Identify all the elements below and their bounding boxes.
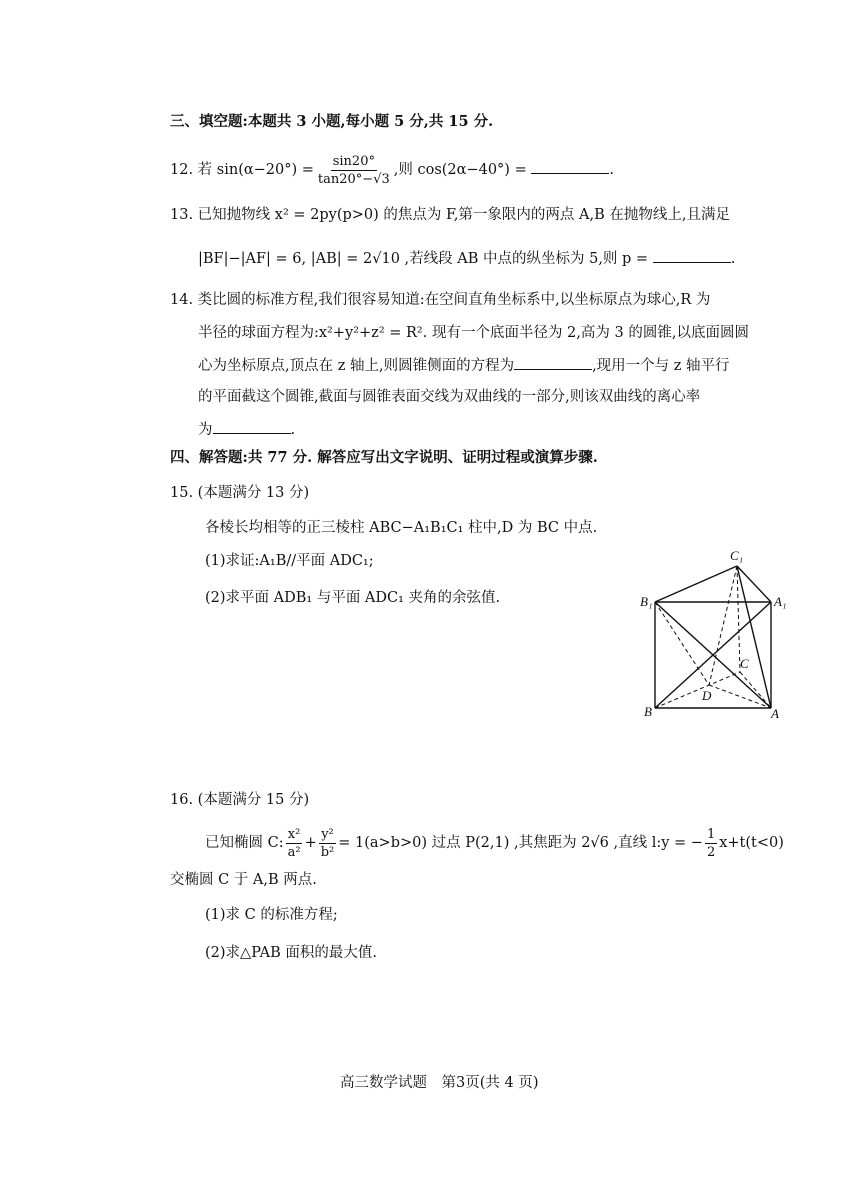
- section3-heading: 三、填空题:本题共 3 小题,每小题 5 分,共 15 分.: [170, 113, 494, 130]
- segment-c1-a: [737, 566, 771, 708]
- q15-part1: (1)求证:A₁B//平面 ADC₁;: [205, 553, 374, 569]
- label-b1: B₁: [640, 594, 653, 609]
- q14-line3b: ,现用一个与 z 轴平行: [592, 358, 730, 374]
- q13-line1: 13. 已知抛物线 x² = 2py(p>0) 的焦点为 F,第一象限内的两点 A,B 在抛物线上,且满足: [170, 207, 730, 223]
- q12-fraction: [316, 153, 392, 188]
- q14-line5: [198, 419, 295, 440]
- q16-stem-a: 已知椭圆 C:: [205, 835, 284, 851]
- q14-line5-text: 为: [198, 422, 213, 438]
- q13-answer-blank: [653, 248, 731, 263]
- q14-line2: 半径的球面方程为:x²+y²+z² = R². 现有一个底面半径为 2,高为 3 的圆锥,以底面圆圆: [198, 325, 749, 341]
- q16-plus: +: [304, 835, 317, 851]
- q16-f3-den: 2: [706, 844, 716, 860]
- q15-title: 15. (本题满分 13 分): [170, 485, 310, 501]
- q16-stem-b: = 1(a>b>0) 过点 P(2,1) ,其焦距为 2√6 ,直线 l:y = −: [338, 835, 703, 851]
- q16-part2: (2)求△PAB 面积的最大值.: [205, 945, 377, 961]
- q13-end: .: [730, 251, 736, 267]
- q14-line3a: 心为坐标原点,顶点在 z 轴上,则圆锥侧面的方程为: [198, 358, 515, 374]
- q14-line3: [198, 355, 730, 376]
- question-12: [170, 150, 614, 190]
- edge-b-c: [655, 672, 740, 708]
- q14-end: .: [290, 422, 296, 438]
- q16-f3-num: 1: [706, 826, 716, 842]
- q16-part1: (1)求 C 的标准方程;: [205, 907, 338, 923]
- page-footer: 高三数学试题 第3页(共 4 页): [340, 1075, 539, 1091]
- q14-answer-blank-1: [514, 355, 592, 370]
- segment-d-a: [709, 685, 771, 708]
- q13-line2: [198, 248, 735, 269]
- q12-num: sin20°: [332, 153, 375, 169]
- q12-answer-blank: [531, 159, 609, 174]
- q12-den: tan20°−√3: [317, 171, 390, 187]
- q16-f1-den: a²: [287, 844, 301, 860]
- label-c: C: [740, 656, 749, 671]
- label-a: A: [771, 706, 779, 721]
- q16-f2-den: b²: [320, 844, 335, 860]
- q12-suffix: ,则 cos(2α−40°) =: [393, 162, 527, 178]
- edge-c1-a1: [737, 566, 771, 602]
- q15-part2: (2)求平面 ADB₁ 与平面 ADC₁ 夹角的余弦值.: [205, 590, 501, 606]
- segment-c1-d: [709, 566, 737, 685]
- label-b: B: [644, 704, 652, 719]
- q14-line1: 14. 类比圆的标准方程,我们很容易知道:在空间直角坐标系中,以坐标原点为球心,R 为: [170, 292, 711, 308]
- label-d: D: [702, 688, 712, 703]
- q16-fraction-y: [319, 826, 337, 861]
- q16-stem-c: x+t(t<0): [719, 835, 784, 851]
- q12-prefix: 12. 若 sin(α−20°) =: [170, 162, 314, 178]
- q16-fraction-half: [705, 826, 717, 861]
- q16-stem: [205, 823, 784, 863]
- q16-line2: 交椭圆 C 于 A,B 两点.: [170, 872, 317, 888]
- q16-f2-num: y²: [321, 826, 334, 842]
- q12-end: .: [609, 162, 614, 178]
- label-a1: A₁: [774, 594, 787, 609]
- q16-fraction-x: [286, 826, 303, 861]
- prism-figure: [630, 540, 800, 730]
- q13-line2-text: |BF|−|AF| = 6, |AB| = 2√10 ,若线段 AB 中点的纵坐标为 5,则 p =: [198, 251, 649, 267]
- q14-answer-blank-2: [213, 419, 291, 434]
- q15-stem: 各棱长均相等的正三棱柱 ABC−A₁B₁C₁ 柱中,D 为 BC 中点.: [205, 520, 598, 536]
- q16-f1-num: x²: [287, 826, 301, 842]
- q16-title: 16. (本题满分 15 分): [170, 792, 310, 808]
- label-c1: C₁: [730, 548, 744, 563]
- q14-line4: 的平面截这个圆锥,截面与圆锥表面交线为双曲线的一部分,则该双曲线的离心率: [198, 389, 701, 405]
- edge-b1-c1: [655, 566, 737, 602]
- section4-heading: 四、解答题:共 77 分. 解答应写出文字说明、证明过程或演算步骤.: [170, 449, 598, 466]
